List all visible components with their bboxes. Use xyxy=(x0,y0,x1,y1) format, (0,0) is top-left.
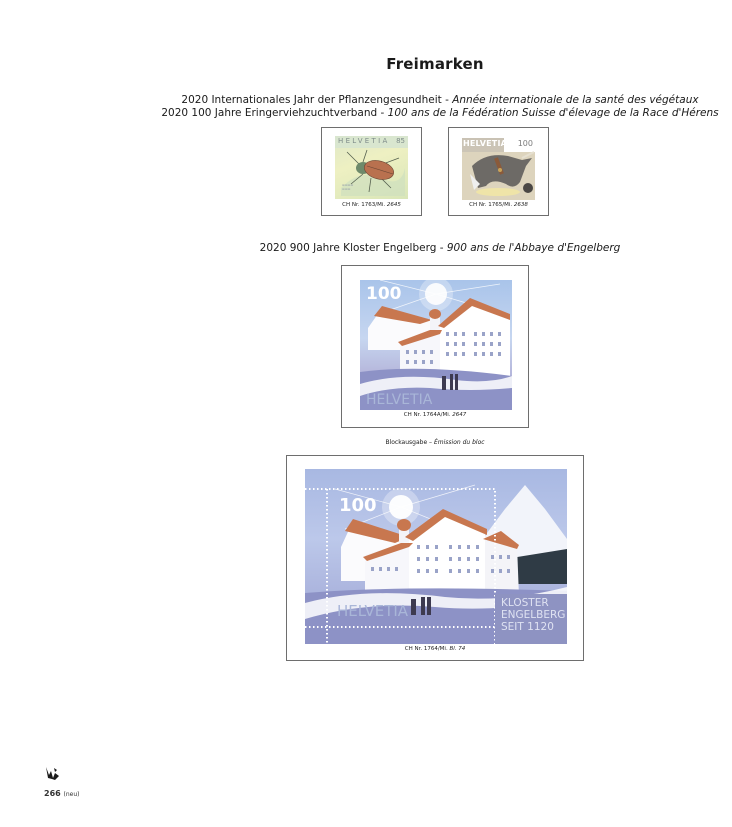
cow-icon xyxy=(462,146,535,200)
publisher-logo-icon xyxy=(45,766,61,781)
block-inscription: KLOSTER ENGELBERG SEIT 1120 xyxy=(501,597,566,633)
stamp-country: HELVETIA xyxy=(366,392,433,408)
stamp-caption: CH Nr. 1763/Mi. 2645 xyxy=(342,202,401,208)
stamp-caption: CH Nr. 1764A/Mi. 2647 xyxy=(403,412,467,418)
heading-line: 2020 100 Jahre Eringerviehzuchtverband - 100 ans de la Fédération Suisse d'élevage de la Race d'Hérens xyxy=(161,107,719,119)
stamp-value: 100 xyxy=(339,495,377,516)
stamp-frame-engelberg xyxy=(341,265,529,428)
stamp-image-cow xyxy=(462,138,535,200)
page-number: 266 (neu) xyxy=(44,789,80,798)
block-label: Blockausgabe – Émission du bloc xyxy=(385,439,485,446)
stamp-image-engelberg xyxy=(360,280,512,410)
block-frame xyxy=(286,455,584,661)
stamp-value: 85 xyxy=(396,137,405,145)
stamp-country: HELVETIA xyxy=(338,137,390,145)
beetle-icon xyxy=(341,148,405,196)
page-title: Freimarken xyxy=(386,55,484,73)
block-image xyxy=(305,469,567,644)
stamp-value: 100 xyxy=(517,139,533,148)
stamp-country: HELVETIA xyxy=(337,602,409,620)
heading-line: 2020 900 Jahre Kloster Engelberg - 900 ans de l'Abbaye d'Engelberg xyxy=(259,242,621,254)
section-1-heading xyxy=(135,94,732,120)
stamp-caption: CH Nr. 1765/Mi. 2638 xyxy=(469,202,528,208)
section-2-heading xyxy=(135,242,732,255)
svg-text:▬▬▬▬: ▬▬▬▬ xyxy=(342,183,354,187)
stamp-frame-beetle xyxy=(321,127,422,216)
stamp-image-beetle xyxy=(335,136,408,199)
stamp-country: HELVETIA xyxy=(463,139,508,148)
block-caption: CH Nr. 1764/Mi. Bl. 74 xyxy=(404,646,466,652)
stamp-value: 100 xyxy=(366,284,402,304)
svg-text:▬▬▬: ▬▬▬ xyxy=(342,187,351,191)
heading-line: 2020 Internationales Jahr der Pflanzengesundheit - Année internationale de la santé des végétaux xyxy=(181,94,699,106)
stamp-frame-cow xyxy=(448,127,549,216)
